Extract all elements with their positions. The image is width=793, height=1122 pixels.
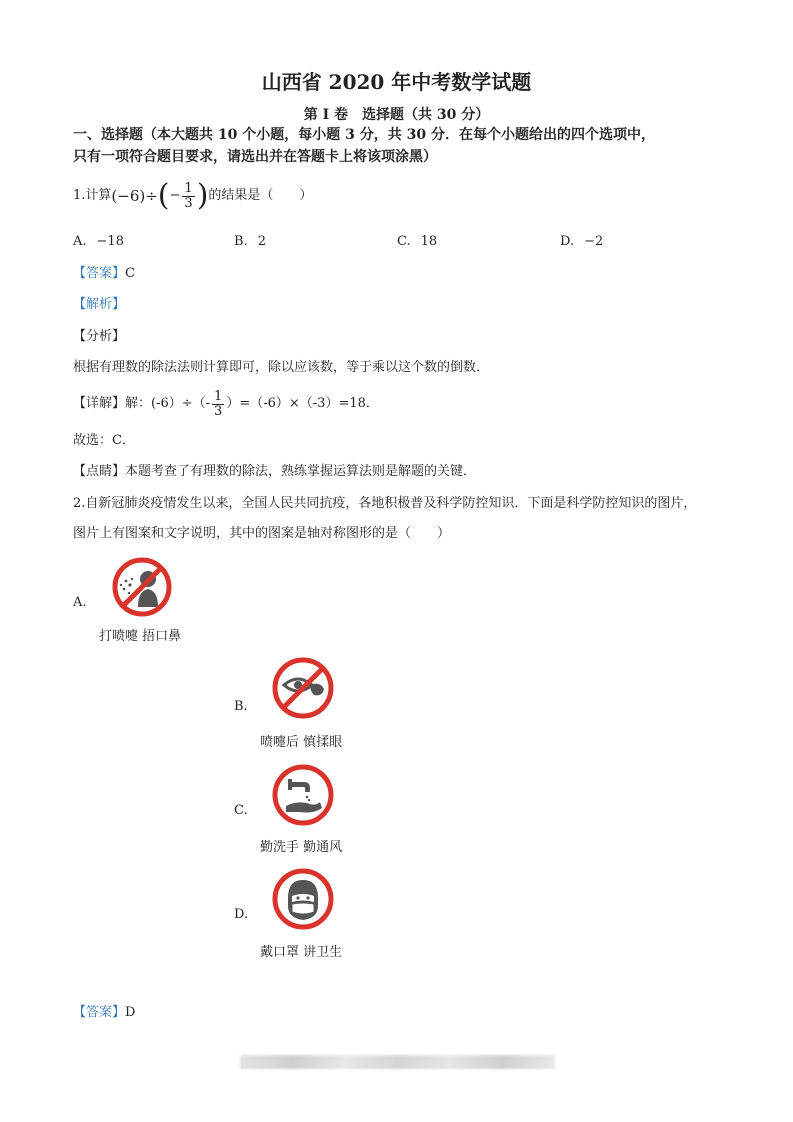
answer-value: C [125, 266, 135, 281]
q1-prefix: 1.计算 [73, 188, 112, 203]
q1-fenxi-tag: 【分析】 [73, 329, 126, 344]
option-letter: B. [234, 234, 248, 249]
q2-option-c-caption: 勤洗手 勤通风 [260, 840, 343, 855]
q1-analysis-tag: 【解析】 [73, 297, 126, 312]
q1-frac-num: 1 [184, 180, 193, 196]
detail-tag: 【详解】 [73, 396, 126, 411]
q1-suffix: 的结果是（ ） [208, 188, 313, 203]
option-value: 2 [257, 234, 266, 249]
face-mask-icon [270, 866, 336, 932]
option-value: −18 [96, 234, 124, 249]
q2-option-b-caption: 喷嚏后 慎揉眼 [260, 735, 343, 750]
hand-wash-icon [270, 762, 336, 828]
footer-watermark [240, 1055, 555, 1069]
page-subtitle: 第 I 卷 选择题（共 30 分） [303, 107, 490, 123]
answer-tag: 【答案】 [73, 266, 126, 281]
section-heading-line2: 只有一项符合题目要求，请选出并在答题卡上将该项涂黑） [73, 149, 437, 165]
q2-option-a-caption: 打喷嚏 捂口鼻 [99, 629, 182, 644]
eye-rub-prohibited-icon [270, 655, 336, 721]
q1-paren-close: ) [196, 178, 209, 213]
detail-pre: 解：(-6）÷（- [125, 396, 211, 411]
q1-frac-sign: − [169, 188, 181, 203]
option-letter: C. [397, 234, 411, 249]
section-heading-line1: 一、选择题（本大题共 10 个小题，每小题 3 分，共 30 分．在每个小题给出的四个选项中， [73, 127, 655, 143]
q1-option-c [397, 234, 437, 249]
q2-option-c-letter: C. [234, 803, 248, 818]
dianjing-text: 本题考查了有理数的除法，熟练掌握运算法则是解题的关键． [125, 464, 477, 479]
detail-frac-den: 3 [214, 403, 223, 419]
q1-detail [73, 384, 379, 424]
answer-value: D [125, 1005, 136, 1020]
q1-option-a [73, 234, 124, 249]
q1-expr-left: (−6)÷ [111, 187, 158, 205]
q1-answer [73, 264, 135, 284]
option-letter: D. [560, 234, 575, 249]
answer-tag: 【答案】 [73, 1005, 126, 1020]
q1-fraction [182, 182, 194, 211]
q1-option-b [234, 234, 266, 249]
detail-post: ）=（-6）×（-3）=18． [226, 396, 379, 411]
detail-fraction [212, 390, 224, 419]
q1-option-d [560, 234, 603, 249]
q1-choose: 故选：C． [73, 433, 135, 448]
q2-option-a-letter: A. [73, 595, 87, 610]
sneeze-prohibited-icon [110, 555, 174, 619]
q2-option-b-letter: B. [234, 699, 248, 714]
q2-stem-line2: 图片上有图案和文字说明，其中的图案是轴对称图形的是（ ） [73, 526, 451, 541]
q1-frac-den: 3 [184, 195, 193, 211]
dianjing-tag: 【点睛】 [73, 464, 126, 479]
detail-frac-num: 1 [214, 388, 223, 404]
q2-stem-line1: 2.自新冠肺炎疫情发生以来，全国人民共同抗疫，各地积极普及科学防控知识．下面是科学防控知识的图片， [73, 496, 697, 511]
option-value: −2 [584, 234, 604, 249]
q1-fenxi-text: 根据有理数的除法法则计算即可，除以应该数，等于乘以这个数的倒数． [73, 360, 490, 375]
q2-answer [73, 1003, 135, 1023]
q1-stem [73, 178, 312, 214]
q2-option-d-caption: 戴口罩 讲卫生 [260, 945, 343, 960]
option-value: 18 [420, 234, 438, 249]
q2-option-d-letter: D. [234, 907, 249, 922]
page-title: 山西省 2020 年中考数学试题 [261, 70, 532, 94]
q1-dianjing [73, 462, 476, 482]
option-letter: A. [73, 234, 87, 249]
q1-paren-open: ( [157, 178, 170, 213]
